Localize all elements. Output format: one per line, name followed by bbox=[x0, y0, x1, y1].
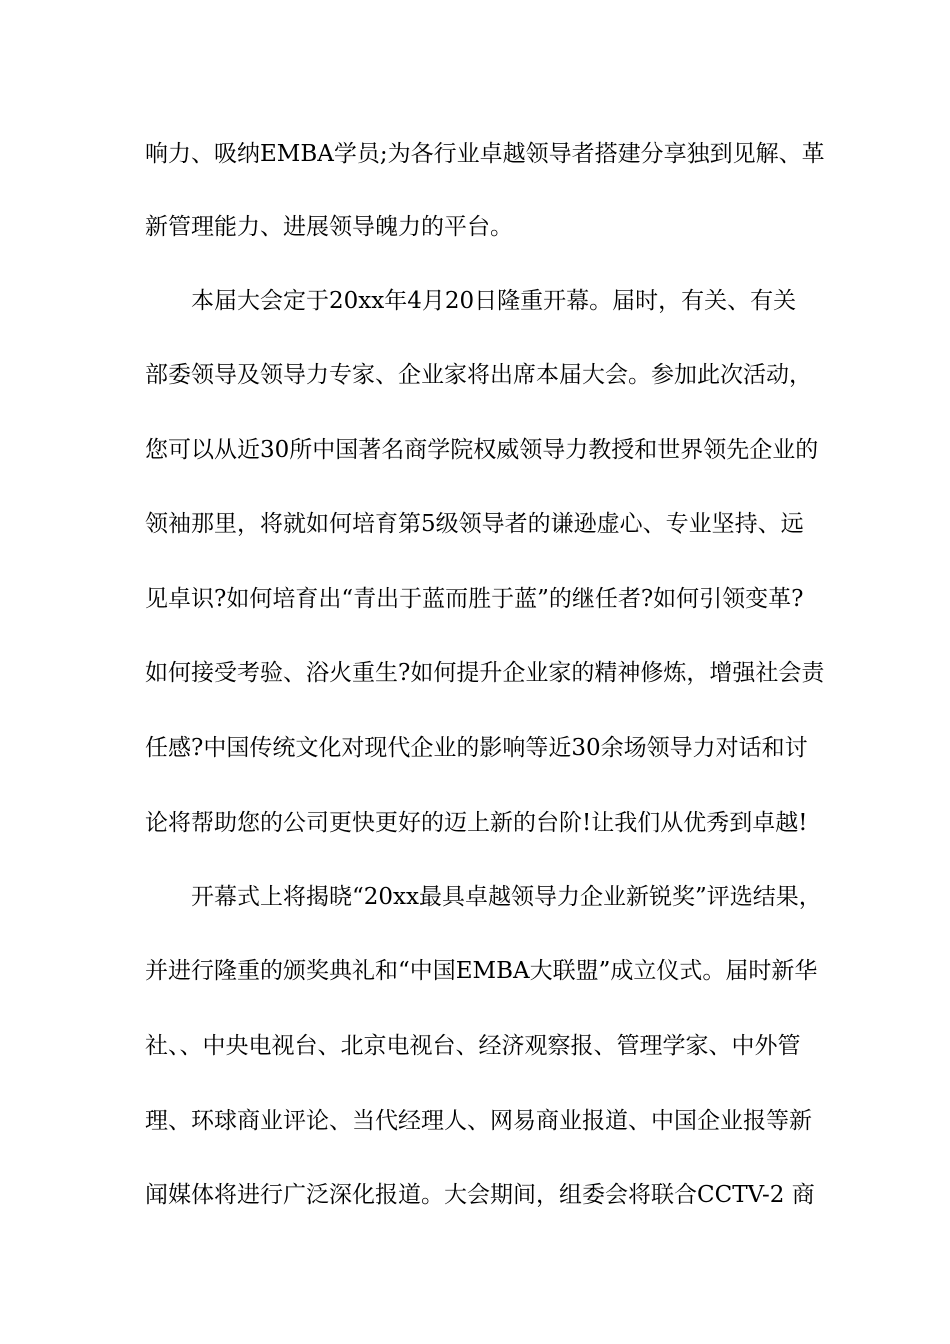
paragraph-start-line: 开幕式上将揭晓“20xx最具卓越领导力企业新锐奖”评选结果， bbox=[191, 884, 822, 910]
text-line: 社、、中央电视台、北京电视台、经济观察报、管理学家、中外管 bbox=[145, 1033, 801, 1059]
paragraph-start-line: 本届大会定于20xx年4月20日隆重开幕。届时，有关、有关 bbox=[191, 288, 797, 314]
text-line: 理、环球商业评论、当代经理人、网易商业报道、中国企业报等新 bbox=[145, 1108, 812, 1134]
text-line: 见卓识?如何培育出“青出于蓝而胜于蓝”的继任者?如何引领变革? bbox=[145, 586, 804, 612]
text-line: 任感?中国传统文化对现代企业的影响等近30余场领导力对话和讨 bbox=[145, 735, 808, 761]
text-line: 您可以从近30所中国著名商学院权威领导力教授和世界领先企业的 bbox=[145, 437, 819, 463]
text-line: 并进行隆重的颁奖典礼和“中国EMBA大联盟”成立仪式。届时新华 bbox=[145, 958, 818, 984]
text-line: 领袖那里，将就如何培育第5级领导者的谦逊虚心、专业坚持、远 bbox=[145, 511, 804, 537]
text-line: 如何接受考验、浴火重生?如何提升企业家的精神修炼，增强社会责 bbox=[145, 660, 825, 686]
text-line: 新管理能力、进展领导魄力的平台。 bbox=[145, 214, 513, 240]
text-line: 闻媒体将进行广泛深化报道。大会期间，组委会将联合CCTV-2 商 bbox=[145, 1182, 815, 1208]
text-line: 响力、吸纳EMBA学员;为各行业卓越领导者搭建分享独到见解、革 bbox=[145, 141, 825, 167]
text-line: 部委领导及领导力专家、企业家将出席本届大会。参加此次活动， bbox=[145, 362, 812, 388]
text-line: 论将帮助您的公司更快更好的迈上新的台阶!让我们从优秀到卓越! bbox=[145, 810, 808, 836]
